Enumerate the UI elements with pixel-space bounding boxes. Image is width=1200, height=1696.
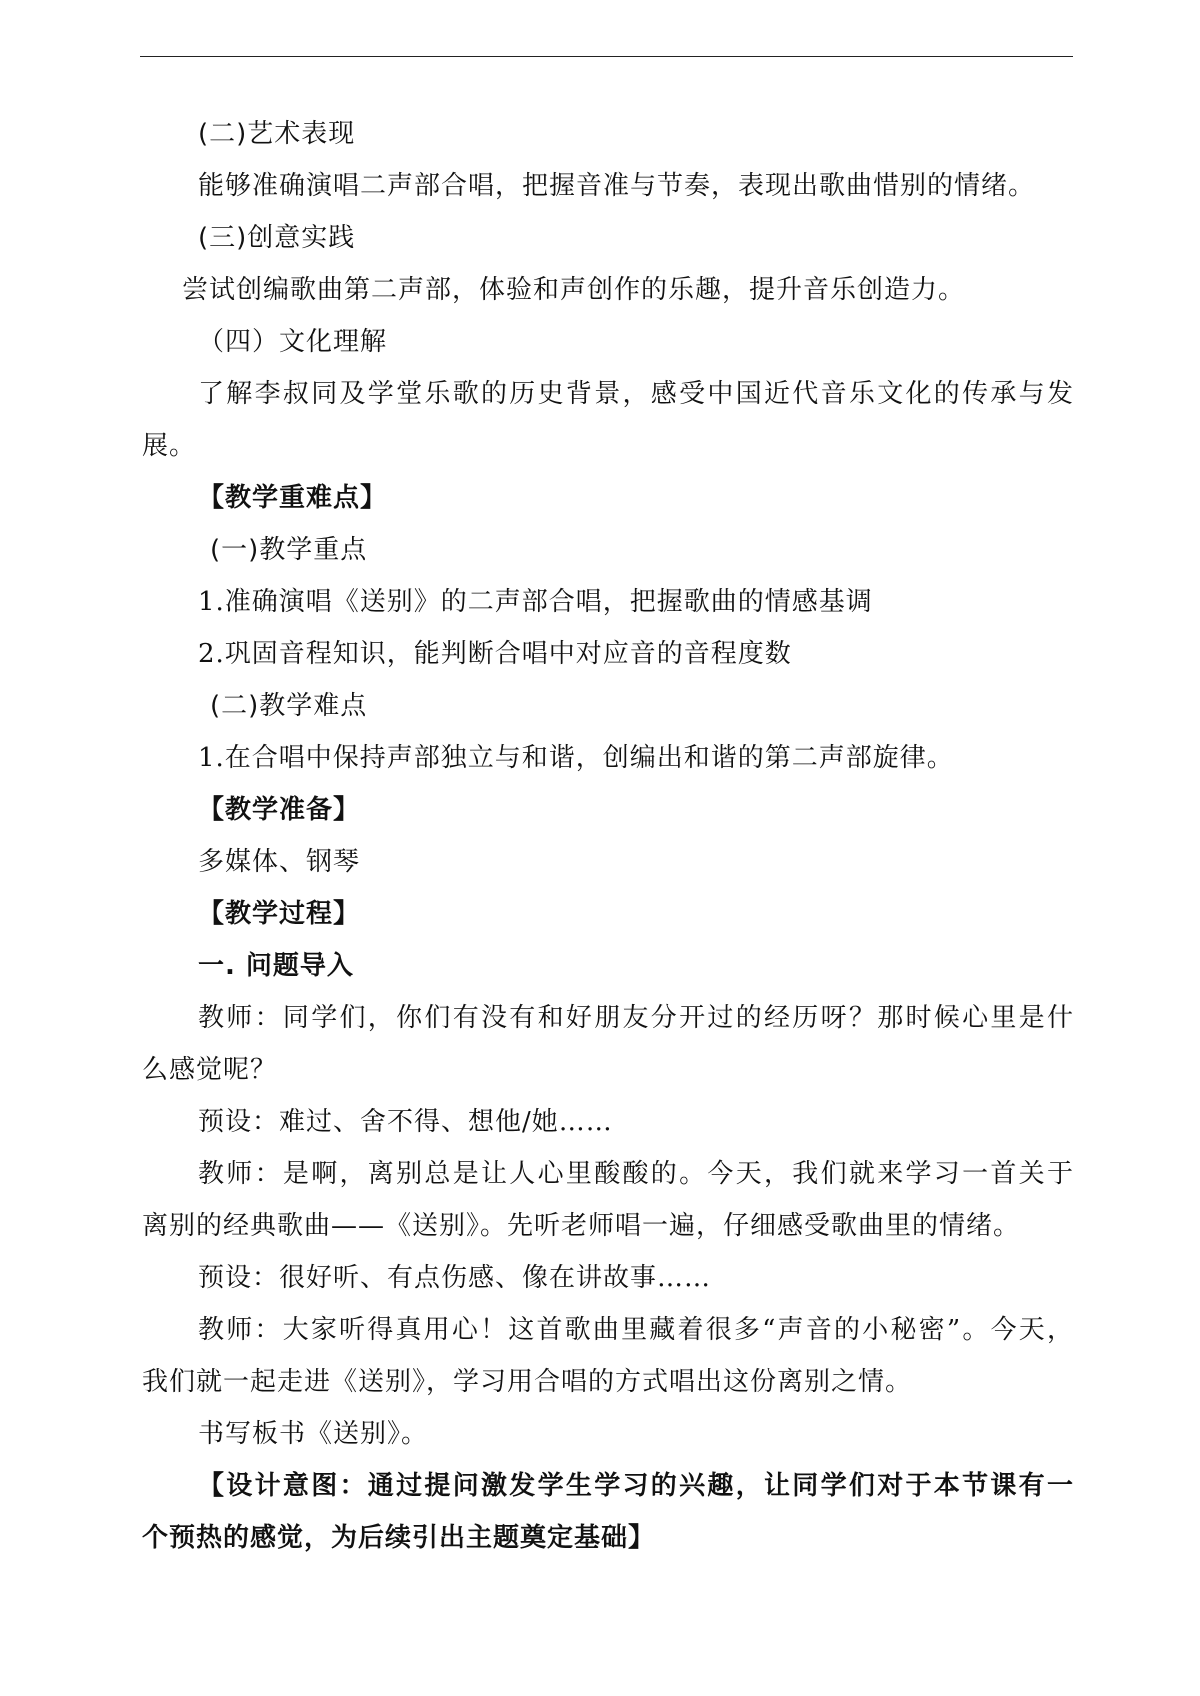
document-page — [142, 108, 1074, 1564]
cultural-understanding-heading: （四）文化理解 — [198, 327, 388, 357]
process-paragraph: 预设：难过、舍不得、想他/她…… — [198, 1107, 613, 1137]
process-paragraph: 教师：同学们，你们有没有和好朋友分开过的经历呀？那时候心里是什 — [198, 1003, 1074, 1033]
creative-practice-body: 尝试创编歌曲第二声部，体验和声创作的乐趣，提升音乐创造力。 — [182, 275, 966, 305]
process-paragraph-cont: 离别的经典歌曲——《送别》。先听老师唱一遍，仔细感受歌曲里的情绪。 — [142, 1211, 1021, 1241]
cultural-understanding-body-line1: 了解李叔同及学堂乐歌的历史背景，感受中国近代音乐文化的传承与发 — [198, 379, 1074, 409]
process-paragraph: 预设：很好听、有点伤感、像在讲故事…… — [198, 1263, 712, 1293]
design-intent-line1: 【设计意图：通过提问激发学生学习的兴趣，让同学们对于本节课有一 — [198, 1471, 1074, 1501]
key-point-item: 1.准确演唱《送别》的二声部合唱，把握歌曲的情感基调 — [198, 587, 873, 617]
art-expression-body: 能够准确演唱二声部合唱，把握音准与节奏，表现出歌曲惜别的情绪。 — [198, 171, 1036, 201]
difficult-points-heading: (二)教学难点 — [210, 691, 368, 721]
header-rule — [140, 56, 1073, 57]
design-intent-line2: 个预热的感觉，为后续引出主题奠定基础】 — [142, 1523, 656, 1553]
process-paragraph: 书写板书《送别》。 — [198, 1419, 429, 1449]
difficult-point-item: 1.在合唱中保持声部独立与和谐，创编出和谐的第二声部旋律。 — [198, 743, 954, 773]
process-paragraph: 教师：是啊，离别总是让人心里酸酸的。今天，我们就来学习一首关于 — [198, 1159, 1074, 1189]
step1-heading: 一. 问题导入 — [198, 951, 354, 981]
process-paragraph-cont: 我们就一起走进《送别》，学习用合唱的方式唱出这份离别之情。 — [142, 1367, 913, 1397]
creative-practice-heading: (三)创意实践 — [198, 223, 356, 253]
preparation-body: 多媒体、钢琴 — [198, 847, 361, 877]
cultural-understanding-body-line2: 展。 — [142, 431, 197, 461]
key-points-heading: (一)教学重点 — [210, 535, 368, 565]
process-paragraph: 教师：大家听得真用心！这首歌曲里藏着很多“声音的小秘密”。今天， — [198, 1315, 1074, 1345]
key-point-item: 2.巩固音程知识，能判断合唱中对应音的音程度数 — [198, 639, 792, 669]
preparation-heading: 【教学准备】 — [198, 795, 361, 825]
art-expression-heading: (二)艺术表现 — [198, 119, 356, 149]
key-difficult-heading: 【教学重难点】 — [198, 483, 388, 513]
process-heading: 【教学过程】 — [198, 899, 361, 929]
process-paragraph-cont: 么感觉呢？ — [142, 1055, 278, 1085]
